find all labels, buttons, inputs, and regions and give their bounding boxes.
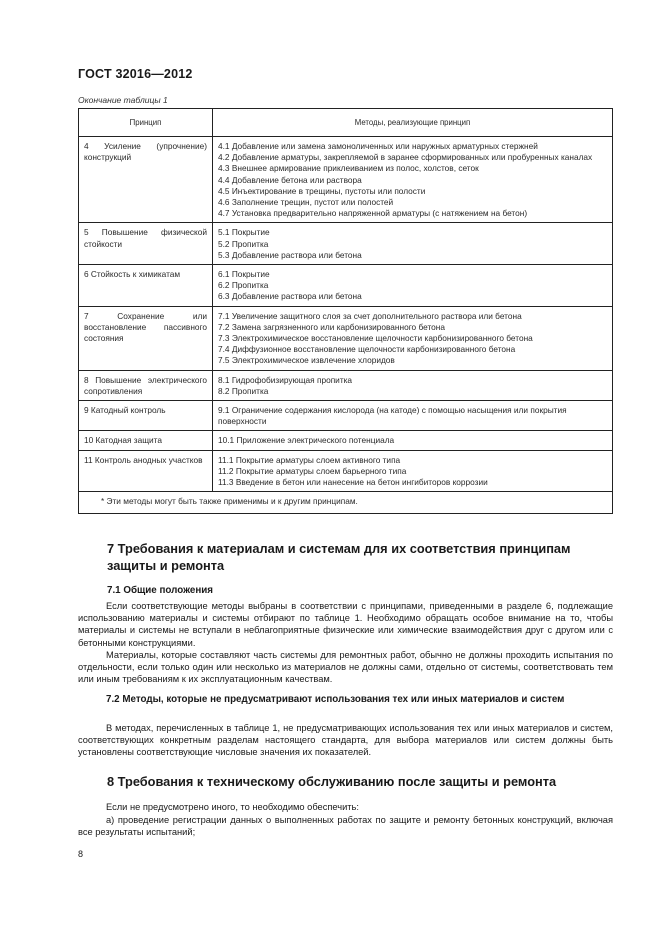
table-header-row xyxy=(79,109,613,137)
method-item: 6.3 Добавление раствора или бетона xyxy=(218,291,362,302)
method-item: 7.4 Диффузионное восстановление щелочности карбонизированного бетона xyxy=(218,344,516,355)
table-row xyxy=(79,450,613,492)
principles-methods-table xyxy=(78,108,613,514)
method-item: 7.5 Электрохимическое извлечение хлоридов xyxy=(218,355,395,366)
principle-cell: 9 Катодный контроль xyxy=(79,401,213,431)
method-item: 4.6 Заполнение трещин, пустот или полостей xyxy=(218,197,394,208)
table-row xyxy=(79,401,613,431)
section-8-paragraph-1: Если не предусмотрено иного, то необходимо обеспечить: xyxy=(106,802,359,812)
principle-cell: 5 Повышение физической стойкости xyxy=(79,223,213,265)
principle-cell: 11 Контроль анодных участков xyxy=(79,450,213,492)
methods-cell xyxy=(213,137,613,223)
principle-cell: 7 Сохранение или восстановление пассивного состояния xyxy=(79,306,213,370)
method-item: 4.4 Добавление бетона или раствора xyxy=(218,174,362,185)
method-item: 4.3 Внешнее армирование приклеиванием из полос, холстов, сеток xyxy=(218,163,479,174)
method-item: 11.3 Введение в бетон или нанесение на бетон ингибиторов коррозии xyxy=(218,477,488,488)
section-8-heading: 8 Требования к техническому обслуживанию после защиты и ремонта xyxy=(107,774,557,789)
section-7-1-heading: 7.1 Общие положения xyxy=(107,585,214,596)
document-code: ГОСТ 32016—2012 xyxy=(78,67,193,81)
section-7-1-paragraph-2: Материалы, которые составляют часть системы для ремонтных работ, обычно не должны проходить испытания по отдельности, если только один или несколько из материалов не должны сами, отдельно от системы, соответствовать тем или иным требованиям к их эксплуатационным качествам. xyxy=(78,650,613,685)
methods-cell xyxy=(213,401,613,431)
method-item: 4.7 Установка предварительно напряженной арматуры (с натяжением на бетон) xyxy=(218,208,528,219)
method-item: 4.1 Добавление или замена замоноличенных или наружных арматурных стержней xyxy=(218,141,538,151)
method-item: 4.5 Инъектирование в трещины, пустоты или полости xyxy=(218,185,426,196)
method-item: 5.2 Пропитка xyxy=(218,238,269,249)
page-number: 8 xyxy=(78,849,84,859)
principle-cell: 10 Катодная защита xyxy=(79,431,213,450)
table-row xyxy=(79,265,613,307)
table-row xyxy=(79,370,613,400)
method-item: 8.1 Гидрофобизирующая пропитка xyxy=(218,374,353,385)
methods-cell xyxy=(213,450,613,492)
method-item: 7.3 Электрохимическое восстановление щелочности карбонизированного бетона xyxy=(218,333,533,344)
table-footnote: * Эти методы могут быть также применимы и к другим принципам. xyxy=(79,492,613,514)
table-row xyxy=(79,137,613,223)
method-item: 5.1 Покрытие xyxy=(218,227,270,238)
section-7-2-heading: 7.2 Методы, которые не предусматривают использования тех или иных материалов и систем xyxy=(106,694,565,705)
method-item: 11.2 Покрытие арматуры слоем барьерного типа xyxy=(218,465,407,476)
method-item: 7.2 Замена загрязненного или карбонизированного бетона xyxy=(218,321,445,332)
section-7-2-paragraph: В методах, перечисленных в таблице 1, не предусматривающих использования тех или иных материалов и систем, соответствующих конкретным разделам настоящего стандарта, для выбора материалов или систем должны быть установлены соответствующие числовые значения их показателей. xyxy=(78,723,613,758)
methods-cell xyxy=(213,223,613,265)
table-row xyxy=(79,431,613,450)
table-footnote-row xyxy=(79,492,613,514)
section-7-1-paragraph-1: Если соответствующие методы выбраны в соответствии с принципами, приведенными в разделе 6, подлежащие использованию материалы и системы отбирают по таблице 1. Необходимо обращать особое внимание на то, чтобы материалы и системы не вступали в неблагоприятные физические или химические взаимодействия друг с другом или с бетонными конструкциями. xyxy=(78,601,613,648)
section-8-paragraph-2: а) проведение регистрации данных о выполненных работах по защите и ремонту бетонных конструкций, включая все результаты испытаний; xyxy=(78,815,613,838)
principle-cell: 4 Усиление (упрочнение) конструкций xyxy=(79,137,213,223)
method-item: 10.1 Приложение электрического потенциала xyxy=(218,435,395,446)
method-item: 9.1 Ограничение содержания кислорода (на катоде) с помощью насыщения или покрытия поверхности xyxy=(218,405,567,427)
table-row xyxy=(79,223,613,265)
column-header-principle: Принцип xyxy=(79,109,213,137)
principle-cell: 6 Стойкость к химикатам xyxy=(79,265,213,307)
method-item: 8.2 Пропитка xyxy=(218,385,269,396)
methods-cell xyxy=(213,431,613,450)
method-item: 11.1 Покрытие арматуры слоем активного типа xyxy=(218,454,401,465)
methods-cell xyxy=(213,370,613,400)
method-item: 5.3 Добавление раствора или бетона xyxy=(218,249,362,260)
section-7-heading: 7 Требования к материалам и системам для их соответствия принципам защиты и ремонта xyxy=(107,541,571,573)
table-row xyxy=(79,306,613,370)
method-item: 7.1 Увеличение защитного слоя за счет дополнительного раствора или бетона xyxy=(218,310,522,321)
methods-cell xyxy=(213,306,613,370)
methods-cell xyxy=(213,265,613,307)
method-item: 6.2 Пропитка xyxy=(218,280,269,291)
principle-cell: 8 Повышение электрического сопротивления xyxy=(79,370,213,400)
method-item: 6.1 Покрытие xyxy=(218,269,270,280)
method-item: 4.2 Добавление арматуры, закрепляемой в заранее сформированных или пробуренных каналах xyxy=(218,152,593,163)
column-header-methods: Методы, реализующие принцип xyxy=(213,109,613,137)
table-caption: Окончание таблицы 1 xyxy=(78,95,168,105)
